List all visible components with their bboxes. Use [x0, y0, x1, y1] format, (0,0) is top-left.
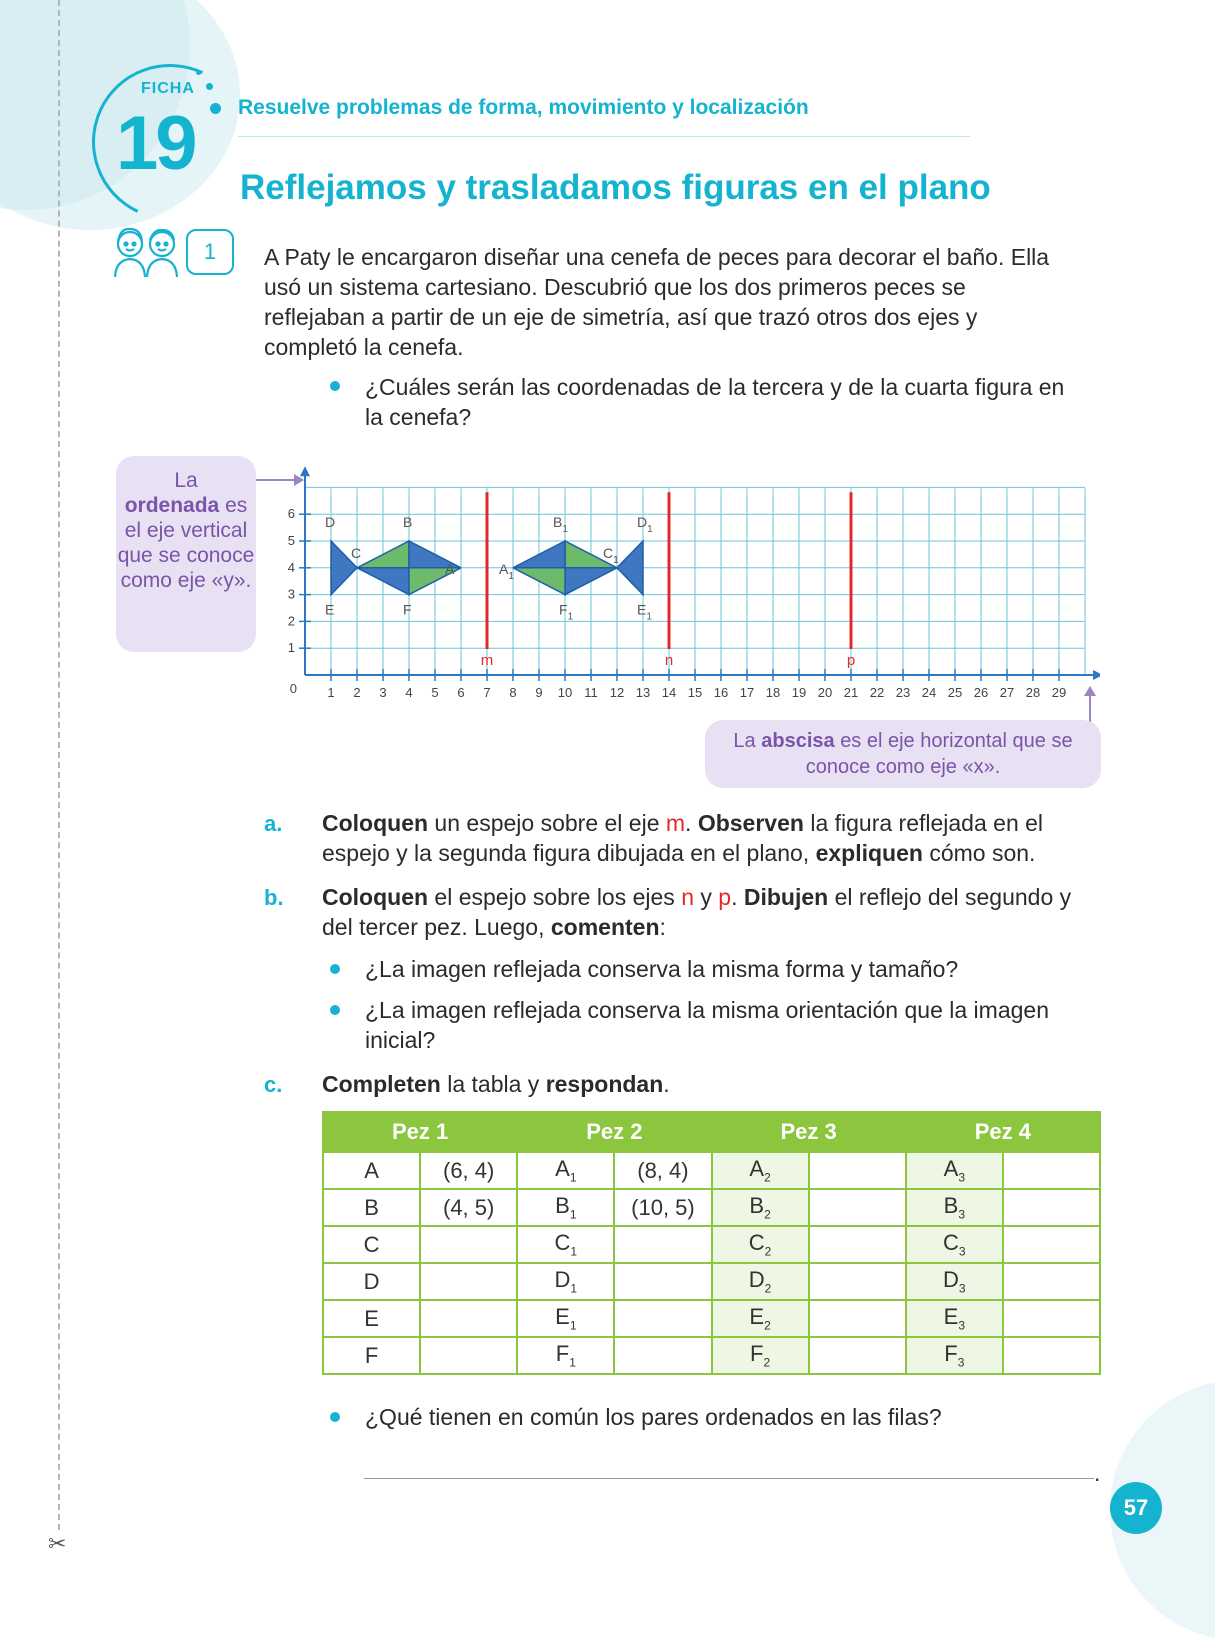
note-text: La	[733, 730, 756, 752]
x-tick-label: 25	[947, 685, 963, 700]
point-subscript: 1	[646, 611, 652, 623]
point-label-cell	[906, 1337, 1003, 1374]
point-label: A	[555, 1156, 570, 1182]
table-header-row	[323, 1112, 1100, 1152]
point-label-cell	[712, 1189, 809, 1226]
bullet-dot	[330, 1005, 340, 1015]
point-label-cell	[712, 1226, 809, 1263]
axis-name: p	[718, 884, 732, 910]
point-label: C	[748, 1230, 765, 1256]
answer-line[interactable]	[364, 1478, 1094, 1479]
point-subscript: 1	[508, 570, 514, 582]
point-label: B	[403, 514, 413, 530]
abscisa-note	[705, 720, 1101, 788]
origin-label: 0	[289, 681, 297, 696]
table-row	[323, 1189, 1100, 1226]
x-tick-label: 7	[483, 685, 491, 700]
point-label-cell	[323, 1300, 420, 1337]
item-text: la figura reflejada en el espejo y la segunda figura dibujada en el plano,	[322, 810, 1044, 866]
coordinate-cell[interactable]: (8, 4)	[614, 1152, 711, 1189]
activity-number-badge: 1	[186, 229, 234, 275]
point-label: C	[554, 1230, 571, 1256]
point-label: A	[749, 1156, 765, 1182]
point-label: F	[555, 1341, 570, 1367]
table-header: Pez 2	[517, 1112, 711, 1152]
table-row	[323, 1263, 1100, 1300]
point-subscript: 1	[569, 1170, 577, 1185]
x-tick-label: 24	[921, 685, 937, 700]
x-tick-label: 16	[713, 685, 729, 700]
coordinate-cell[interactable]	[809, 1263, 906, 1300]
instruction-verb: Coloquen	[322, 810, 429, 836]
x-tick-label: 21	[843, 685, 859, 700]
table-row	[323, 1226, 1100, 1263]
x-tick-label: 14	[661, 685, 677, 700]
point-label-cell	[906, 1263, 1003, 1300]
x-tick-label: 4	[405, 685, 413, 700]
x-tick-label: 8	[509, 685, 517, 700]
ficha-number: 19	[116, 101, 195, 186]
point-subscript: 3	[958, 1170, 965, 1185]
point-label: E	[555, 1304, 570, 1330]
instruction-verb: Dibujen	[743, 884, 829, 910]
point-label: F	[749, 1341, 764, 1367]
point-subscript: 1	[569, 1318, 577, 1333]
coordinate-cell[interactable]	[809, 1226, 906, 1263]
coordinate-cell[interactable]	[1003, 1189, 1100, 1226]
x-tick-label: 9	[535, 685, 543, 700]
note-text: La	[174, 469, 198, 492]
symmetry-axis-label: p	[846, 652, 856, 669]
point-label: C	[363, 1231, 380, 1257]
point-label-cell	[517, 1337, 614, 1374]
instruction-verb: Completen	[322, 1071, 441, 1097]
item-a-text	[322, 808, 1112, 868]
table-row	[323, 1152, 1100, 1189]
coordinate-cell[interactable]	[614, 1263, 711, 1300]
x-axis-arrow	[1093, 670, 1100, 680]
point-label: C	[351, 544, 362, 561]
x-tick-label: 23	[895, 685, 911, 700]
coordinate-cell[interactable]	[420, 1226, 517, 1263]
point-label: D	[554, 1267, 571, 1293]
item-letter-b: b.	[264, 885, 284, 910]
coordinate-cell[interactable]	[1003, 1226, 1100, 1263]
x-tick-label: 11	[584, 685, 598, 700]
item-b-text	[322, 882, 1082, 942]
point-label-cell	[517, 1152, 614, 1189]
point-subscript: 1	[569, 1355, 576, 1370]
item-c-text	[322, 1069, 1022, 1099]
point-label: B	[749, 1193, 765, 1219]
point-label: $E_1$	[637, 601, 652, 623]
point-subscript: 2	[764, 1318, 771, 1333]
point-label-cell	[906, 1226, 1003, 1263]
point-label: A	[445, 560, 455, 577]
fish-tail	[617, 541, 643, 595]
table-header: Pez 1	[323, 1112, 517, 1152]
y-tick-label: 4	[287, 559, 295, 575]
point-subscript: 3	[958, 1318, 965, 1333]
point-label: A	[943, 1156, 959, 1182]
item-letter-c: c.	[264, 1072, 283, 1097]
x-tick-label: 15	[687, 685, 703, 700]
activity-paragraph: A Paty le encargaron diseñar una cenefa de peces para decorar el baño. Ella usó un sistema cartesiano. Descubrió que los dos primeros peces se reflejaban a partir de un eje de simetría, así que trazó otros dos ejes y completó la cenefa.	[264, 244, 1050, 360]
note-text: es el eje horizontal que se conoce como eje «x».	[805, 730, 1073, 778]
x-tick-label: 29	[1051, 685, 1067, 700]
coordinate-cell[interactable]	[1003, 1300, 1100, 1337]
competency-subtitle: Resuelve problemas de forma, movimiento y localización	[238, 96, 809, 119]
fish-figure	[513, 541, 643, 595]
point-label-cell	[517, 1263, 614, 1300]
x-tick-label: 28	[1025, 685, 1041, 700]
ficha-label: FICHA	[141, 80, 195, 97]
point-subscript: 1	[562, 524, 568, 535]
bullet-dot	[210, 103, 221, 114]
y-tick-label: 1	[287, 640, 295, 656]
x-tick-label: 22	[869, 685, 885, 700]
item-text: y	[694, 884, 719, 910]
decorative-dot	[206, 83, 213, 90]
point-label: $A_1$	[499, 560, 514, 582]
point-label: F	[944, 1341, 958, 1367]
point-label: D	[748, 1267, 765, 1293]
point-label-cell	[323, 1189, 420, 1226]
point-subscript: 2	[764, 1207, 771, 1222]
page-title: Reflejamos y trasladamos figuras en el plano	[240, 168, 991, 207]
point-subscript: 1	[570, 1244, 578, 1259]
item-text: .	[663, 1071, 670, 1097]
item-text: la tabla y	[440, 1071, 546, 1097]
divider	[238, 136, 970, 137]
instruction-verb: Observen	[697, 810, 804, 836]
point-subscript: 2	[764, 1244, 772, 1259]
point-label: E	[749, 1304, 765, 1330]
point-subscript: 2	[763, 1355, 771, 1370]
point-subscript: 1	[569, 1207, 577, 1222]
point-label: E	[364, 1305, 379, 1331]
point-label-cell	[906, 1300, 1003, 1337]
activity-question: ¿Cuáles serán las coordenadas de la tercera y de la cuarta figura en la cenefa?	[365, 374, 1065, 430]
point-label-cell	[906, 1189, 1003, 1226]
coordinate-cell[interactable]: (4, 5)	[420, 1189, 517, 1226]
coordinate-cell[interactable]	[420, 1263, 517, 1300]
coordinate-cell[interactable]	[1003, 1263, 1100, 1300]
bullet-dot	[330, 1412, 340, 1422]
b-bullet-2: ¿La imagen reflejada conserva la misma orientación que la imagen inicial?	[365, 997, 1049, 1053]
point-label: B	[555, 1193, 570, 1219]
point-subscript: 3	[958, 1207, 965, 1222]
point-label: A	[364, 1157, 379, 1183]
point-subscript: 1	[613, 554, 619, 566]
point-label-cell	[323, 1152, 420, 1189]
coordinate-cell[interactable]	[809, 1189, 906, 1226]
coordinate-cell[interactable]	[614, 1300, 711, 1337]
item-text: .	[731, 884, 744, 910]
x-tick-label: 3	[379, 685, 387, 700]
coordinate-cell[interactable]	[809, 1152, 906, 1189]
point-label: C	[943, 1230, 959, 1256]
coordinate-cell[interactable]	[809, 1300, 906, 1337]
point-label-cell	[906, 1152, 1003, 1189]
point-label-cell	[712, 1337, 809, 1374]
scissors-icon: ✂	[48, 1532, 67, 1557]
b-bullet-1: ¿La imagen reflejada conserva la misma forma y tamaño?	[365, 956, 959, 982]
point-subscript: 1	[567, 611, 574, 623]
point-label: D	[943, 1267, 959, 1293]
axis-name: n	[681, 884, 694, 910]
point-label: D	[363, 1268, 380, 1294]
point-subscript: 1	[570, 1281, 578, 1296]
point-label: $F_1$	[559, 601, 574, 623]
point-label: E	[943, 1304, 959, 1330]
point-subscript: 1	[647, 524, 653, 535]
pair-work-icon	[110, 222, 182, 280]
note-keyword: abscisa	[761, 730, 835, 752]
x-tick-label: 17	[739, 685, 755, 700]
x-tick-label: 12	[609, 685, 625, 700]
note-text: es el eje vertical que se conoce como eje «y».	[117, 494, 255, 592]
point-label-cell	[712, 1300, 809, 1337]
instruction-verb: respondan	[545, 1071, 664, 1097]
point-subscript: 2	[764, 1281, 772, 1296]
table-header: Pez 3	[712, 1112, 906, 1152]
cut-line	[58, 0, 60, 1530]
page-number: 57	[1110, 1482, 1162, 1534]
point-subscript: 3	[958, 1244, 966, 1259]
final-question: ¿Qué tienen en común los pares ordenados en las filas?	[365, 1404, 942, 1430]
y-axis-arrow	[300, 466, 310, 476]
bullet-dot	[330, 381, 340, 391]
x-tick-label: 1	[327, 685, 335, 700]
point-label-cell	[712, 1263, 809, 1300]
x-tick-label: 26	[973, 685, 989, 700]
answer-end-dot: .	[1094, 1460, 1101, 1486]
coordinate-cell[interactable]	[1003, 1337, 1100, 1374]
x-tick-label: 2	[353, 685, 361, 700]
y-tick-label: 6	[287, 506, 295, 522]
point-subscript: 3	[957, 1355, 965, 1370]
item-text: cómo son.	[922, 840, 1036, 866]
item-text: el reflejo del segundo y del tercer pez. Luego,	[322, 884, 1072, 940]
x-tick-label: 5	[431, 685, 439, 700]
symmetry-axis-label: n	[664, 652, 674, 669]
item-letter-a: a.	[264, 811, 283, 836]
point-label-cell	[323, 1263, 420, 1300]
bullet-dot	[330, 964, 340, 974]
point-subscript: 3	[958, 1281, 966, 1296]
axis-name: m	[665, 810, 686, 836]
instruction-verb: comenten	[550, 914, 660, 940]
x-tick-label: 13	[635, 685, 651, 700]
y-tick-label: 2	[287, 613, 295, 629]
item-text: un espejo sobre el eje	[428, 810, 666, 836]
point-label-cell	[517, 1189, 614, 1226]
point-label: F	[403, 601, 412, 618]
x-tick-label: 27	[999, 685, 1015, 700]
cartesian-plane	[270, 445, 1100, 705]
point-label-cell	[712, 1152, 809, 1189]
ordenada-note	[116, 456, 256, 652]
item-text: el espejo sobre los ejes	[428, 884, 682, 910]
instruction-verb: Coloquen	[322, 884, 429, 910]
point-label: D	[325, 514, 336, 530]
table-row	[323, 1300, 1100, 1337]
coordinate-cell[interactable]	[614, 1226, 711, 1263]
x-tick-label: 18	[765, 685, 781, 700]
point-label: F	[364, 1342, 379, 1368]
symmetry-axis-label: m	[480, 652, 494, 669]
y-tick-label: 3	[287, 586, 295, 602]
point-label: E	[325, 601, 335, 618]
point-label: $B_1$	[553, 514, 568, 535]
x-tick-label: 19	[791, 685, 807, 700]
table-row	[323, 1337, 1100, 1374]
coordinates-table	[322, 1111, 1101, 1375]
coordinate-cell[interactable]	[1003, 1152, 1100, 1189]
coordinate-cell[interactable]: (6, 4)	[420, 1152, 517, 1189]
point-label-cell	[517, 1226, 614, 1263]
coordinate-cell[interactable]	[809, 1337, 906, 1374]
y-tick-label: 5	[287, 533, 295, 548]
item-text: .	[685, 810, 698, 836]
point-label: $C_1$	[603, 544, 619, 566]
coordinate-cell[interactable]	[420, 1300, 517, 1337]
point-label-cell	[323, 1226, 420, 1263]
point-label: B	[943, 1193, 959, 1219]
coordinate-cell[interactable]	[420, 1337, 517, 1374]
coordinate-cell[interactable]: (10, 5)	[614, 1189, 711, 1226]
x-tick-label: 10	[557, 685, 573, 700]
point-subscript: 2	[764, 1170, 771, 1185]
point-label-cell	[517, 1300, 614, 1337]
coordinate-cell[interactable]	[614, 1337, 711, 1374]
decorative-dot	[196, 70, 201, 75]
instruction-verb: expliquen	[815, 840, 923, 866]
point-label: $D_1$	[637, 514, 653, 535]
note-keyword: ordenada	[124, 494, 220, 517]
table-header: Pez 4	[906, 1112, 1100, 1152]
x-tick-label: 6	[457, 685, 465, 700]
point-label: B	[364, 1194, 379, 1220]
x-tick-label: 20	[817, 685, 833, 700]
point-label-cell	[323, 1337, 420, 1374]
item-text: :	[659, 914, 666, 940]
